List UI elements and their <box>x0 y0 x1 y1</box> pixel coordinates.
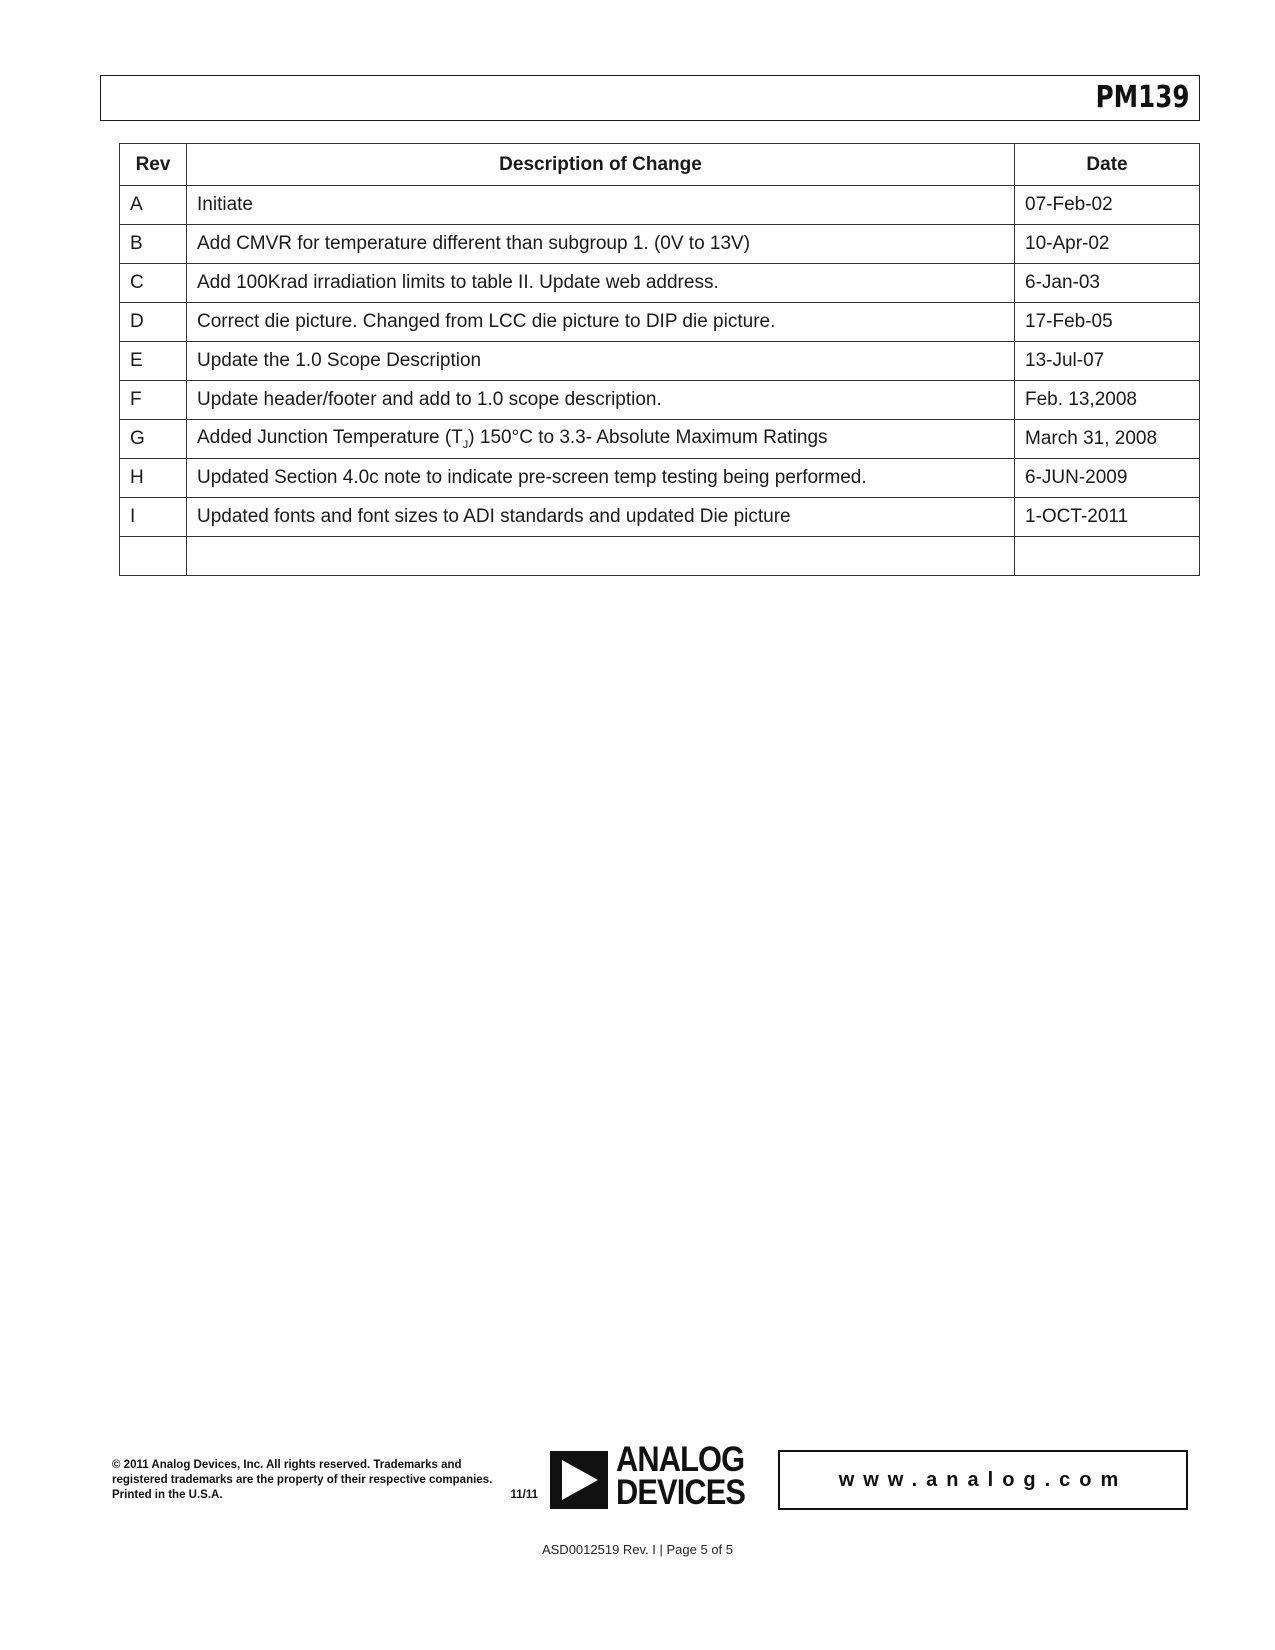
description-cell: Updated Section 4.0c note to indicate pre-screen temp testing being performed. <box>187 459 1015 498</box>
part-number: PM139 <box>1095 80 1189 115</box>
description-text: ) 150°C to 3.3- Absolute Maximum Ratings <box>468 427 828 449</box>
rev-cell: H <box>120 459 187 498</box>
rev-cell: G <box>120 420 187 459</box>
date-cell: 6-Jan-03 <box>1015 264 1200 303</box>
printed-in: Printed in the U.S.A. <box>112 1489 223 1501</box>
date-cell: 13-Jul-07 <box>1015 342 1200 381</box>
page-info: ASD0012519 Rev. I | Page 5 of 5 <box>541 1542 734 1557</box>
date-cell: 6-JUN-2009 <box>1015 459 1200 498</box>
description-cell: Update the 1.0 Scope Description <box>187 342 1015 381</box>
table-row <box>120 498 1200 537</box>
table-row <box>120 381 1200 420</box>
date-cell: Feb. 13,2008 <box>1015 381 1200 420</box>
rev-cell: A <box>120 186 187 225</box>
date-cell: March 31, 2008 <box>1015 420 1200 459</box>
rev-cell: I <box>120 498 187 537</box>
rev-cell: F <box>120 381 187 420</box>
logo-wordmark: ANALOG DEVICES <box>616 1440 746 1512</box>
date-code: 11/11 <box>510 1489 538 1501</box>
description-cell: Add CMVR for temperature different than subgroup 1. (0V to 13V) <box>187 225 1015 264</box>
description-cell: Correct die picture. Changed from LCC die picture to DIP die picture. <box>187 303 1015 342</box>
copyright-line <box>112 1488 538 1503</box>
table-row <box>120 186 1200 225</box>
copyright-line: © 2011 Analog Devices, Inc. All rights reserved. Trademarks and <box>112 1459 462 1471</box>
copyright-notice <box>112 1458 538 1503</box>
revision-history-table <box>119 143 1200 576</box>
table-row <box>120 420 1200 459</box>
description-cell <box>187 420 1015 459</box>
date-cell: 17-Feb-05 <box>1015 303 1200 342</box>
description-cell: Add 100Krad irradiation limits to table II. Update web address. <box>187 264 1015 303</box>
website-box <box>778 1450 1188 1510</box>
copyright-line: registered trademarks are the property of their respective companies. <box>112 1474 493 1486</box>
date-cell <box>1015 537 1200 576</box>
analog-devices-logo <box>550 1440 760 1512</box>
description-cell: Updated fonts and font sizes to ADI standards and updated Die picture <box>187 498 1015 537</box>
rev-cell: E <box>120 342 187 381</box>
rev-cell: C <box>120 264 187 303</box>
table-row <box>120 264 1200 303</box>
subscript-j: J <box>462 438 469 451</box>
date-cell: 10-Apr-02 <box>1015 225 1200 264</box>
table-row-empty <box>120 537 1200 576</box>
rev-cell: B <box>120 225 187 264</box>
column-header-description: Description of Change <box>187 144 1015 186</box>
description-text: Added Junction Temperature (T <box>197 427 463 449</box>
date-cell: 1-OCT-2011 <box>1015 498 1200 537</box>
description-cell: Update header/footer and add to 1.0 scope description. <box>187 381 1015 420</box>
description-cell <box>187 537 1015 576</box>
table-row <box>120 225 1200 264</box>
header-box <box>100 75 1200 121</box>
website-link[interactable]: www.analog.com <box>838 1468 1128 1491</box>
table-row <box>120 342 1200 381</box>
table-row <box>120 459 1200 498</box>
table-header-row <box>120 144 1200 186</box>
column-header-rev: Rev <box>120 144 187 186</box>
rev-cell <box>120 537 187 576</box>
description-cell: Initiate <box>187 186 1015 225</box>
date-cell: 07-Feb-02 <box>1015 186 1200 225</box>
logo-triangle-icon <box>550 1451 608 1509</box>
table-row <box>120 303 1200 342</box>
rev-cell: D <box>120 303 187 342</box>
column-header-date: Date <box>1015 144 1200 186</box>
